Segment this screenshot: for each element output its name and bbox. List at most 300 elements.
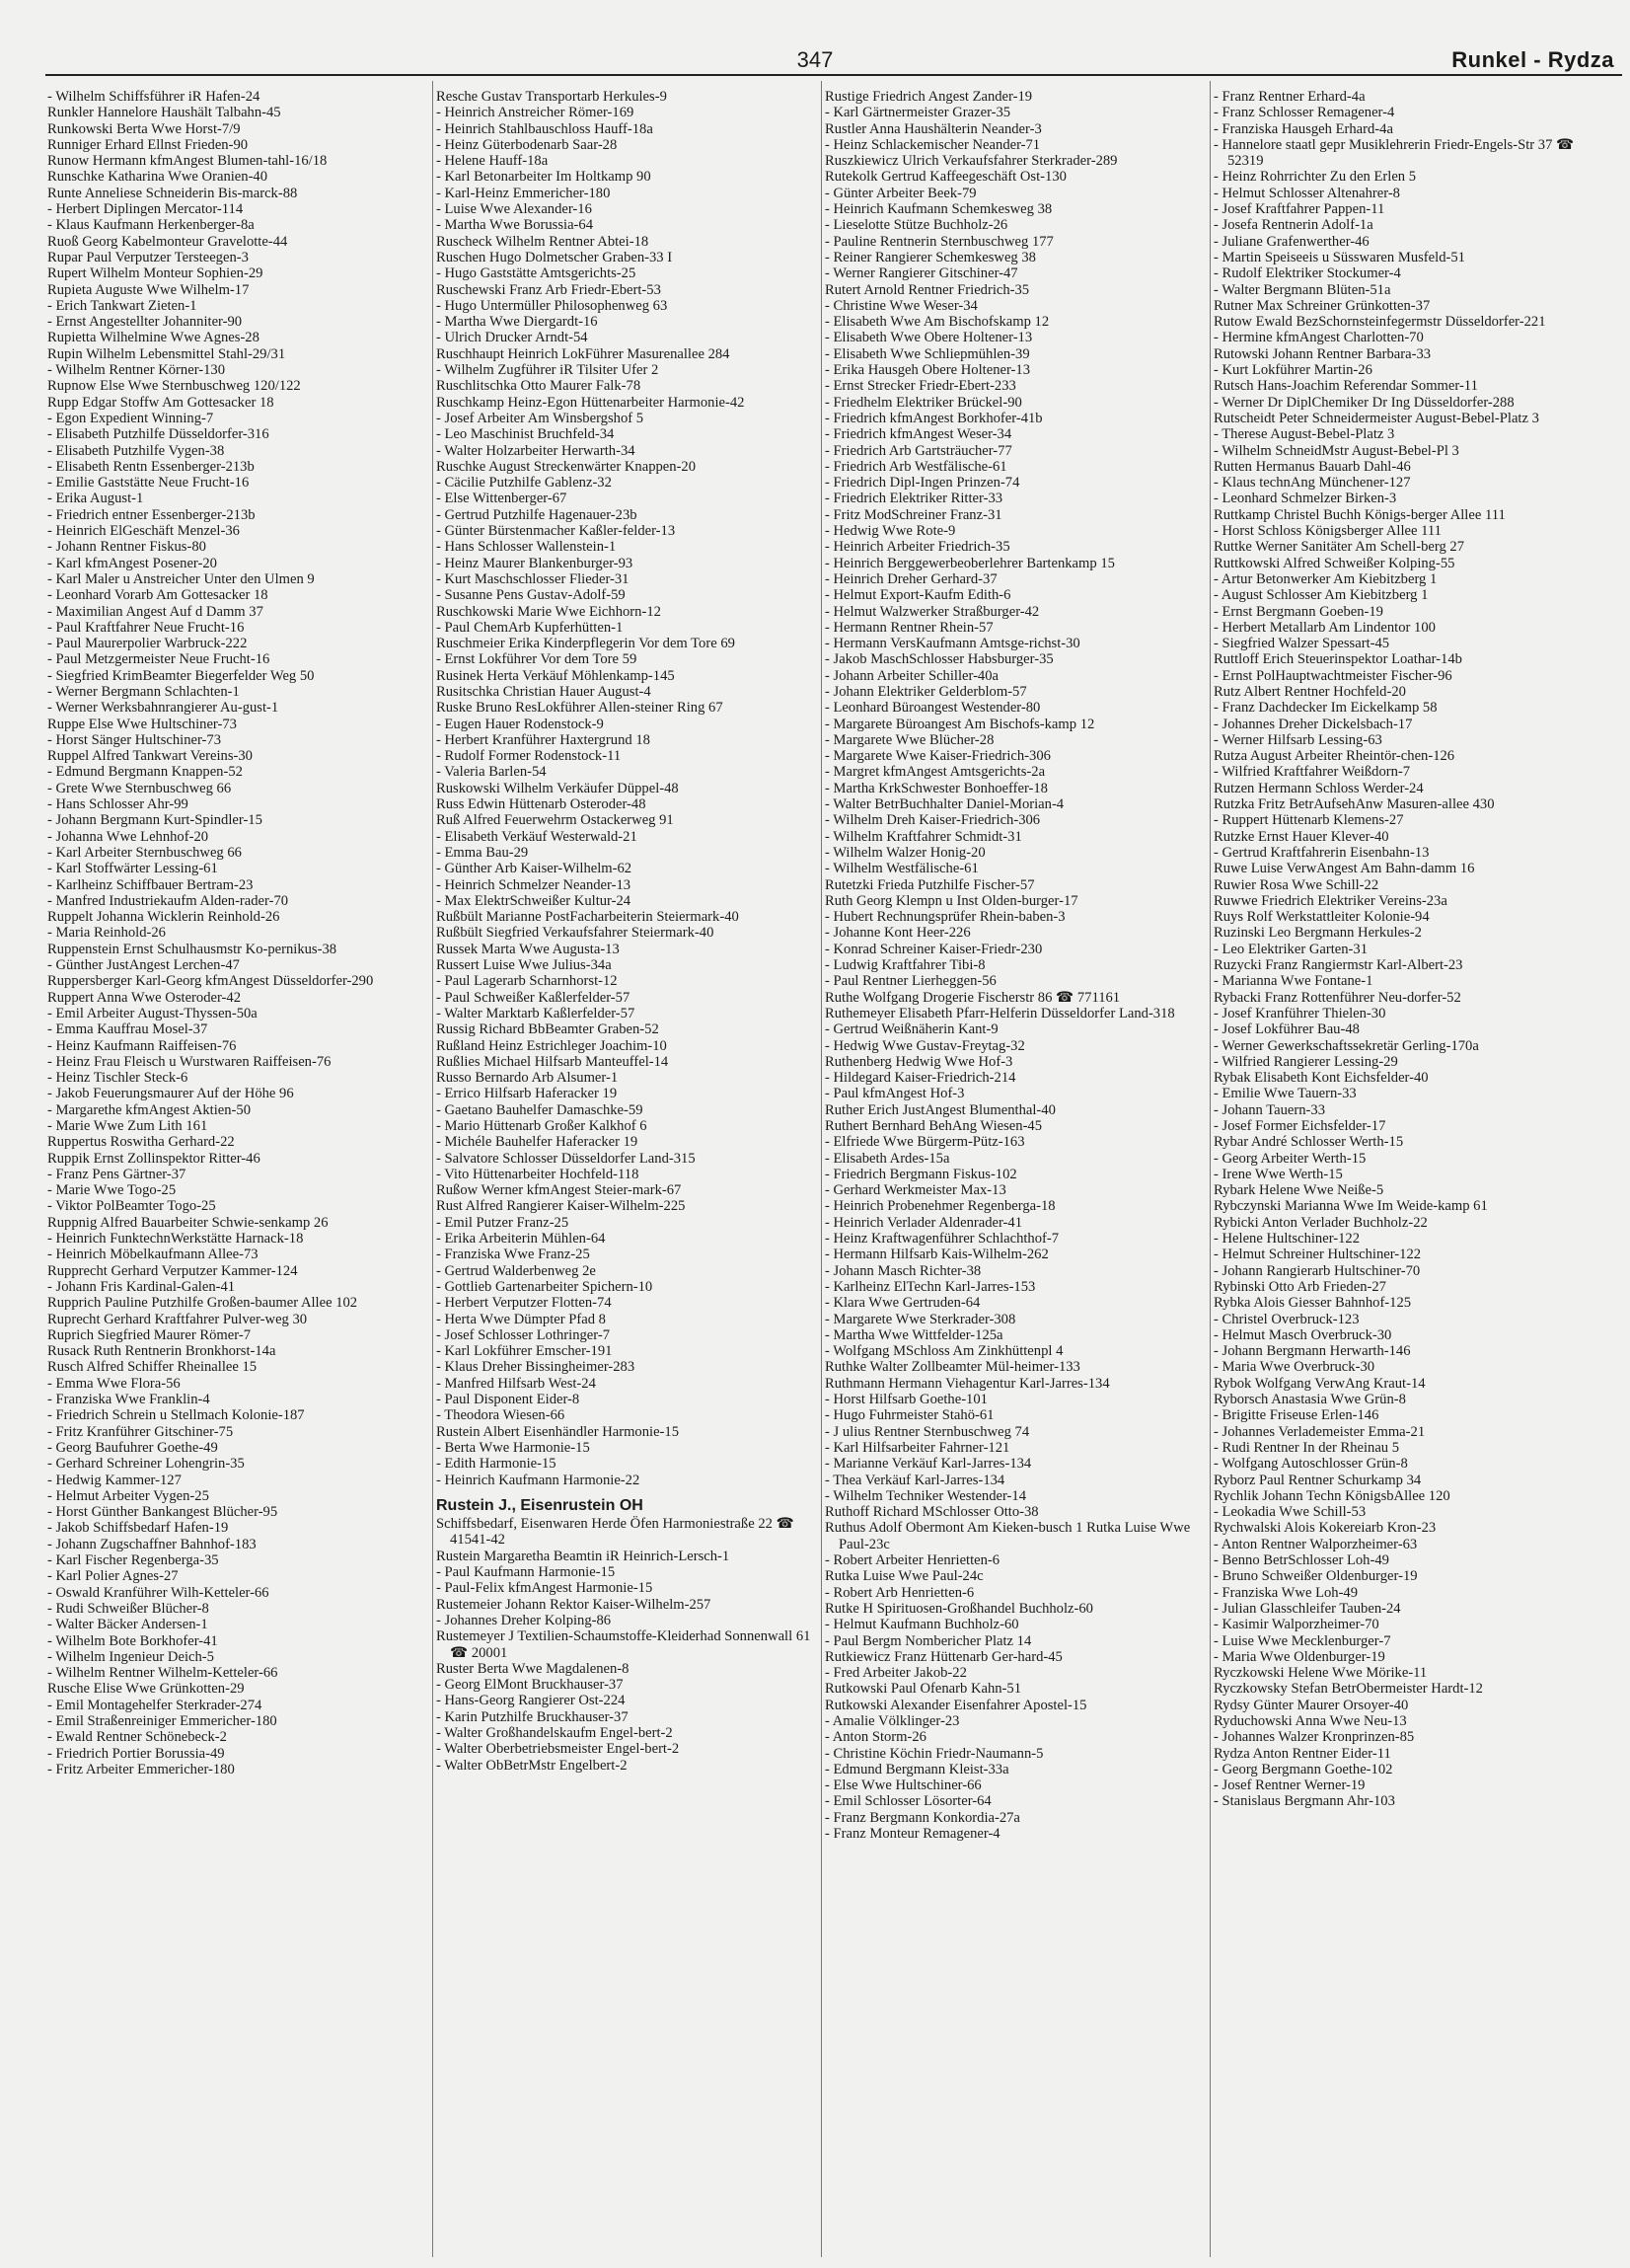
directory-entry: - Juliane Grafenwerther-46 (1214, 233, 1370, 250)
directory-entry: - Günther JustAngest Lerchen-47 (47, 957, 240, 974)
directory-entry: - Fred Arbeiter Jakob-22 (825, 1665, 967, 1682)
directory-entry: - Friedrich Portier Borussia-49 (47, 1745, 225, 1762)
directory-entry: Ruskowski Wilhelm Verkäufer Düppel-48 (436, 780, 679, 796)
directory-entry: - Christel Overbruck-123 (1214, 1311, 1360, 1327)
directory-entry: Ruoß Georg Kabelmonteur Gravelotte-44 (47, 233, 288, 250)
directory-entry: - Gerhard Schreiner Lohengrin-35 (47, 1456, 245, 1473)
directory-entry: - Josefa Rentnerin Adolf-1a (1214, 217, 1373, 234)
directory-entry: - Wilhelm Schiffsführer iR Hafen-24 (47, 89, 260, 105)
directory-entry: - Erich Tankwart Zieten-1 (47, 297, 197, 314)
directory-entry: - Karlheinz Schiffbauer Bertram-23 (47, 876, 254, 893)
directory-entry: - Gerhard Werkmeister Max-13 (825, 1182, 1006, 1199)
directory-entry: Rybka Alois Giesser Bahnhof-125 (1214, 1295, 1412, 1312)
directory-entry: - Elisabeth Rentn Essenberger-213b (47, 458, 255, 475)
directory-entry: - Elisabeth Wwe Obere Holtener-13 (825, 330, 1033, 346)
directory-entry: Rydza Anton Rentner Eider-11 (1214, 1745, 1391, 1762)
directory-entry: - Theodora Wiesen-66 (436, 1407, 565, 1424)
directory-entry: - Emil Montagehelfer Sterkrader-274 (47, 1697, 262, 1713)
directory-entry: - Karl Polier Agnes-27 (47, 1568, 179, 1585)
directory-column-4 (1214, 89, 1594, 1810)
directory-entry: - Friedrich Elektriker Ritter-33 (825, 491, 1003, 507)
directory-entry: Rupprich Pauline Putzhilfe Großen-baumer Allee 102 (47, 1295, 358, 1312)
directory-entry: - Erika Arbeiterin Mühlen-64 (436, 1231, 606, 1247)
directory-entry: - Leo Elektriker Garten-31 (1214, 941, 1368, 957)
directory-entry: - Emma Bau-29 (436, 844, 529, 861)
directory-entry: - Elisabeth Wwe Schliepmühlen-39 (825, 345, 1030, 362)
directory-entry: Rupieta Auguste Wwe Wilhelm-17 (47, 281, 250, 298)
directory-entry: - Helene Hultschiner-122 (1214, 1231, 1361, 1247)
directory-entry: - Elfriede Wwe Bürgerm-Pütz-163 (825, 1134, 1025, 1151)
directory-entry: - Horst Günther Bankangest Blücher-95 (47, 1504, 278, 1521)
directory-entry: - Julian Glasschleifer Tauben-24 (1214, 1600, 1401, 1617)
directory-entry: - Helmut Schreiner Hultschiner-122 (1214, 1247, 1422, 1263)
directory-entry: Rupin Wilhelm Lebensmittel Stahl-29/31 (47, 345, 286, 362)
directory-entry: Rustein J., Eisenrustein OH (436, 1496, 643, 1514)
directory-entry: - Johann Rentner Fiskus-80 (47, 539, 206, 556)
directory-entry: - Johann Masch Richter-38 (825, 1262, 982, 1279)
directory-entry: - Maria Wwe Oldenburger-19 (1214, 1648, 1385, 1665)
directory-entry: Ruzycki Franz Rangiermstr Karl-Albert-23 (1214, 957, 1463, 974)
directory-entry: Ruthenberg Hedwig Wwe Hof-3 (825, 1053, 1013, 1070)
directory-entry: - Günther Arb Kaiser-Wilhelm-62 (436, 861, 632, 877)
directory-entry: - Werner Gewerkschaftssekretär Gerling-170a (1214, 1037, 1479, 1054)
directory-entry: - Ludwig Kraftfahrer Tibi-8 (825, 957, 986, 974)
directory-entry: - Johann Fris Kardinal-Galen-41 (47, 1278, 236, 1295)
directory-entry: - Helmut Schlosser Altenahrer-8 (1214, 185, 1400, 201)
directory-entry: - Klaus technAng Münchener-127 (1214, 475, 1411, 491)
directory-entry: - Hans Schlosser Wallenstein-1 (436, 539, 617, 556)
directory-entry: - Irene Wwe Werth-15 (1214, 1166, 1343, 1182)
directory-entry: Rutekolk Gertrud Kaffeegeschäft Ost-130 (825, 169, 1067, 186)
directory-entry: - Georg Arbeiter Werth-15 (1214, 1150, 1367, 1167)
directory-entry: - Hermann VersKaufmann Amtsge-richst-30 (825, 636, 1080, 652)
directory-entry: - Paul ChemArb Kupferhütten-1 (436, 619, 624, 636)
directory-entry: - Valeria Barlen-54 (436, 764, 547, 781)
directory-entry: - Josef Lokführer Bau-48 (1214, 1021, 1360, 1038)
directory-entry: - Johann Rangierarb Hultschiner-70 (1214, 1262, 1421, 1279)
directory-entry: - Margarete Wwe Sterkrader-308 (825, 1311, 1016, 1327)
directory-entry: - Wilhelm SchneidMstr August-Bebel-Pl 3 (1214, 442, 1459, 459)
directory-entry: Ruske Bruno ResLokführer Allen-steiner Ring 67 (436, 700, 723, 717)
directory-entry: - Grete Wwe Sternbuschweg 66 (47, 780, 232, 796)
directory-entry: Rusinek Herta Verkäuf Möhlenkamp-145 (436, 667, 675, 684)
directory-entry: Ruppnig Alfred Bauarbeiter Schwie-senkamp 26 (47, 1214, 329, 1231)
directory-entry: Ruthoff Richard MSchlosser Otto-38 (825, 1504, 1039, 1521)
directory-entry: - Helmut Export-Kaufm Edith-6 (825, 587, 1011, 604)
page-number: 347 (796, 47, 834, 72)
directory-entry: - Emma Kauffrau Mosel-37 (47, 1021, 208, 1038)
directory-entry: - Friedhelm Elektriker Brückel-90 (825, 394, 1022, 411)
directory-entry: Rybicki Anton Verlader Buchholz-22 (1214, 1214, 1428, 1231)
directory-entry: - Franziska Wwe Franklin-4 (47, 1392, 210, 1408)
directory-entry: - Gaetano Bauhelfer Damaschke-59 (436, 1101, 643, 1118)
directory-entry: Rutow Ewald BezSchornsteinfegermstr Düsseldorfer-221 (1214, 314, 1546, 331)
directory-entry: Ruschhaupt Heinrich LokFührer Masurenallee 284 (436, 345, 730, 362)
directory-entry: - Herta Wwe Dümpter Pfad 8 (436, 1311, 606, 1327)
directory-entry: Rust Alfred Rangierer Kaiser-Wilhelm-225 (436, 1198, 686, 1215)
directory-entry: - Friedrich Arb Westfälische-61 (825, 458, 1007, 475)
directory-entry: - Berta Wwe Harmonie-15 (436, 1439, 590, 1456)
directory-entry: - Josef Former Eichsfelder-17 (1214, 1118, 1386, 1134)
directory-entry: - Errico Hilfsarb Haferacker 19 (436, 1086, 618, 1102)
directory-entry: - Klaus Kaufmann Herkenberger-8a (47, 217, 255, 234)
directory-entry: - Wilhelm Rentner Körner-130 (47, 362, 226, 379)
directory-entry: Ruschkamp Heinz-Egon Hüttenarbeiter Harmonie-42 (436, 394, 745, 411)
directory-entry: Rutten Hermanus Bauarb Dahl-46 (1214, 458, 1411, 475)
directory-entry: Ruster Berta Wwe Magdalenen-8 (436, 1660, 630, 1677)
directory-entry: - Pauline Rentnerin Sternbuschweg 177 (825, 233, 1054, 250)
directory-entry: - Oswald Kranführer Wilh-Ketteler-66 (47, 1584, 269, 1601)
directory-entry: - Fritz ModSchreiner Franz-31 (825, 506, 1002, 523)
directory-entry: - Edmund Bergmann Knappen-52 (47, 764, 243, 781)
directory-entry: - Ruppert Hüttenarb Klemens-27 (1214, 812, 1404, 829)
directory-entry: Rutscheidt Peter Schneidermeister August-Bebel-Platz 3 (1214, 410, 1539, 426)
directory-entry: - Werner Werksbahnrangierer Au-gust-1 (47, 700, 279, 717)
directory-entry: Rupietta Wilhelmine Wwe Agnes-28 (47, 330, 259, 346)
directory-entry: Runkler Hannelore Haushält Talbahn-45 (47, 105, 281, 121)
directory-entry: - Ernst Bergmann Goeben-19 (1214, 603, 1383, 620)
directory-entry: - Emil Straßenreiniger Emmericher-180 (47, 1712, 277, 1729)
directory-entry: Ruwe Luise VerwAngest Am Bahn-damm 16 (1214, 861, 1475, 877)
directory-entry: - Walter Großhandelskaufm Engel-bert-2 (436, 1724, 673, 1741)
directory-entry: - Viktor PolBeamter Togo-25 (47, 1198, 216, 1215)
directory-entry: Russig Richard BbBeamter Graben-52 (436, 1021, 659, 1038)
directory-entry: - Heinrich Anstreicher Römer-169 (436, 105, 634, 121)
directory-entry: - Johann Bergmann Herwarth-146 (1214, 1343, 1411, 1360)
directory-entry: Rußbült Siegfried Verkaufsfahrer Steiermark-40 (436, 925, 714, 942)
directory-entry: - Wilhelm Westfälische-61 (825, 861, 979, 877)
directory-entry: - Hedwig Wwe Gustav-Freytag-32 (825, 1037, 1025, 1054)
directory-entry: - Gertrud Putzhilfe Hagenauer-23b (436, 506, 637, 523)
directory-entry: - Hubert Rechnungsprüfer Rhein-baben-3 (825, 909, 1066, 926)
directory-entry: - Fritz Arbeiter Emmericher-180 (47, 1761, 235, 1777)
directory-entry: - Franz Bergmann Konkordia-27a (825, 1809, 1020, 1826)
directory-entry: Rupert Wilhelm Monteur Sophien-29 (47, 265, 263, 282)
directory-entry: Rußlies Michael Hilfsarb Manteuffel-14 (436, 1053, 669, 1070)
directory-entry: Ryczkowsky Stefan BetrObermeister Hardt-12 (1214, 1681, 1483, 1698)
directory-entry: Rybacki Franz Rottenführer Neu-dorfer-52 (1214, 989, 1461, 1006)
directory-entry: - Walter Marktarb Kaßlerfelder-57 (436, 1005, 635, 1021)
directory-entry: - Hugo Fuhrmeister Stahö-61 (825, 1407, 995, 1424)
directory-entry: Rutzke Ernst Hauer Klever-40 (1214, 828, 1389, 845)
directory-entry: Runschke Katharina Wwe Oranien-40 (47, 169, 268, 186)
directory-entry: - Paul Maurerpolier Warbruck-222 (47, 636, 248, 652)
directory-entry: - Karl Maler u Anstreicher Unter den Ulmen 9 (47, 570, 315, 587)
directory-entry: - Heinz Frau Fleisch u Wurstwaren Raiffeisen-76 (47, 1053, 332, 1070)
directory-entry: Ruth Georg Klempn u Inst Olden-burger-17 (825, 892, 1078, 909)
directory-entry: Runte Anneliese Schneiderin Bis-marck-88 (47, 185, 298, 201)
directory-entry: - Jakob MaschSchlosser Habsburger-35 (825, 651, 1054, 668)
directory-entry: - Helmut Arbeiter Vygen-25 (47, 1487, 209, 1504)
directory-entry: - Gottlieb Gartenarbeiter Spichern-10 (436, 1278, 653, 1295)
directory-entry: - Paul-Felix kfmAngest Harmonie-15 (436, 1580, 653, 1597)
directory-entry: - Ernst Angestellter Johanniter-90 (47, 314, 243, 331)
directory-entry: Runow Hermann kfmAngest Blumen-tahl-16/18 (47, 153, 328, 170)
directory-entry: - Margret kfmAngest Amtsgerichts-2a (825, 764, 1046, 781)
directory-entry: - Heinz Maurer Blankenburger-93 (436, 555, 633, 571)
directory-entry: Rutetzki Frieda Putzhilfe Fischer-57 (825, 876, 1035, 893)
directory-entry: - Marie Wwe Togo-25 (47, 1182, 177, 1199)
directory-entry: - Anton Storm-26 (825, 1729, 926, 1746)
directory-entry: - Friedrich kfmAngest Borkhofer-41b (825, 410, 1043, 426)
directory-entry: - Josef Rentner Werner-19 (1214, 1777, 1366, 1794)
directory-entry: - Marie Wwe Zum Lith 161 (47, 1118, 208, 1134)
directory-entry: - Georg Baufuhrer Goethe-49 (47, 1439, 218, 1456)
directory-entry: Rutert Arnold Rentner Friedrich-35 (825, 281, 1030, 298)
directory-entry: - Georg Bergmann Goethe-102 (1214, 1761, 1393, 1777)
directory-entry: - Heinrich Kaufmann Schemkesweg 38 (825, 201, 1053, 218)
directory-entry: - Franz Pens Gärtner-37 (47, 1166, 186, 1182)
directory-entry: - Martha Wwe Wittfelder-125a (825, 1326, 1003, 1343)
directory-entry: - Heinrich Berggewerbeoberlehrer Bartenkamp 15 (825, 555, 1115, 571)
directory-entry: - Paul kfmAngest Hof-3 (825, 1086, 965, 1102)
directory-entry: - Paul Kaufmann Harmonie-15 (436, 1564, 616, 1581)
directory-entry: - Heinrich FunktechnWerkstätte Harnack-18 (47, 1231, 304, 1247)
directory-entry: Rupp Edgar Stoffw Am Gottesacker 18 (47, 394, 274, 411)
directory-entry: - Heinrich ElGeschäft Menzel-36 (47, 523, 240, 540)
directory-entry: - Manfred Hilfsarb West-24 (436, 1375, 596, 1392)
directory-entry: - Lieselotte Stütze Buchholz-26 (825, 217, 1008, 234)
directory-entry: - Wolfgang Autoschlosser Grün-8 (1214, 1456, 1408, 1473)
directory-entry: - Elisabeth Putzhilfe Düsseldorfer-316 (47, 426, 269, 443)
directory-entry: Ruppertus Roswitha Gerhard-22 (47, 1134, 235, 1151)
directory-entry: - Ewald Rentner Schönebeck-2 (47, 1729, 227, 1746)
directory-entry: Ruppersberger Karl-Georg kfmAngest Düsseldorfer-290 (47, 973, 374, 990)
directory-entry: Rusch Alfred Schiffer Rheinallee 15 (47, 1359, 258, 1376)
directory-entry: - Edmund Bergmann Kleist-33a (825, 1761, 1009, 1777)
directory-entry: Rustein Margaretha Beamtin iR Heinrich-Lersch-1 (436, 1548, 730, 1564)
directory-entry: - Wilhelm Kraftfahrer Schmidt-31 (825, 828, 1022, 845)
directory-entry: - Johannes Walzer Kronprinzen-85 (1214, 1729, 1415, 1746)
directory-entry: Ruttkamp Christel Buchh Königs-berger Allee 111 (1214, 506, 1506, 523)
directory-entry: Rutkowski Paul Ofenarb Kahn-51 (825, 1681, 1022, 1698)
directory-entry: - Maria Reinhold-26 (47, 925, 166, 942)
directory-entry: - Hermann Hilfsarb Kais-Wilhelm-262 (825, 1247, 1049, 1263)
directory-entry: - Karin Putzhilfe Bruckhauser-37 (436, 1708, 629, 1725)
directory-entry: - Brigitte Friseuse Erlen-146 (1214, 1407, 1379, 1424)
directory-entry: - Max ElektrSchweißer Kultur-24 (436, 892, 631, 909)
directory-entry: - Heinz Tischler Steck-6 (47, 1070, 188, 1087)
directory-entry: - Karl Lokführer Emscher-191 (436, 1343, 613, 1360)
directory-entry: - Franz Rentner Erhard-4a (1214, 89, 1366, 105)
directory-entry: - Margarete Wwe Kaiser-Friedrich-306 (825, 748, 1051, 765)
directory-entry: Rychlik Johann Techn KönigsbAllee 120 (1214, 1487, 1450, 1504)
directory-entry: - Cäcilie Putzhilfe Gablenz-32 (436, 475, 612, 491)
directory-entry: - Robert Arb Henrietten-6 (825, 1584, 975, 1601)
directory-entry: Ruttke Werner Sanitäter Am Schell-berg 27 (1214, 539, 1465, 556)
directory-entry: - Wilhelm Bote Borkhofer-41 (47, 1632, 218, 1649)
directory-entry: Ruschmeier Erika Kinderpflegerin Vor dem Tore 69 (436, 636, 735, 652)
directory-entry: Rutza August Arbeiter Rheintör-chen-126 (1214, 748, 1455, 765)
directory-entry: - Hedwig Wwe Rote-9 (825, 523, 956, 540)
directory-entry: - Gertrud Weißnäherin Kant-9 (825, 1021, 999, 1038)
directory-entry: - Emma Wwe Flora-56 (47, 1375, 181, 1392)
directory-entry: Ruwwe Friedrich Elektriker Vereins-23a (1214, 892, 1447, 909)
directory-entry: - Kasimir Walporzheimer-70 (1214, 1617, 1379, 1633)
directory-entry: - Jakob Feuerungsmaurer Auf der Höhe 96 (47, 1086, 294, 1102)
directory-entry: - Johann Elektriker Gelderblom-57 (825, 683, 1027, 700)
directory-entry: - Martin Speiseeis u Süsswaren Musfeld-51 (1214, 249, 1465, 265)
column-divider (1210, 81, 1211, 2257)
directory-column-2 (436, 89, 817, 1774)
directory-entry: - Karl Arbeiter Sternbuschweg 66 (47, 844, 242, 861)
directory-entry: - Wilhelm Zugführer iR Tilsiter Ufer 2 (436, 362, 659, 379)
directory-entry: Ruzinski Leo Bergmann Herkules-2 (1214, 925, 1422, 942)
directory-entry: - Else Wittenberger-67 (436, 491, 567, 507)
directory-entry: Rybok Wolfgang VerwAng Kraut-14 (1214, 1375, 1426, 1392)
directory-entry: Ryduchowski Anna Wwe Neu-13 (1214, 1712, 1407, 1729)
directory-entry: - Walter Oberbetriebsmeister Engel-bert-2 (436, 1741, 680, 1758)
directory-entry: - Margarete Büroangest Am Bischofs-kamp 12 (825, 716, 1095, 732)
directory-entry: Rustemeyer J Textilien-Schaumstoffe-Kleiderhad Sonnenwall 61 ☎ 20001 (436, 1628, 811, 1661)
directory-entry: - Bruno Schweißer Oldenburger-19 (1214, 1568, 1418, 1585)
directory-entry: - Paul Rentner Lierheggen-56 (825, 973, 997, 990)
directory-entry: - Marianne Verkäuf Karl-Jarres-134 (825, 1456, 1032, 1473)
directory-entry: Resche Gustav Transportarb Herkules-9 (436, 89, 667, 105)
directory-entry: Ruschen Hugo Dolmetscher Graben-33 I (436, 249, 673, 265)
directory-entry: - Siegfried KrimBeamter Biegerfelder Weg 50 (47, 667, 315, 684)
directory-entry: Ruprich Siegfried Maurer Römer-7 (47, 1326, 251, 1343)
directory-entry: - Karlheinz ElTechn Karl-Jarres-153 (825, 1278, 1036, 1295)
header-rule (45, 74, 1622, 76)
directory-entry: - Emilie Wwe Tauern-33 (1214, 1086, 1357, 1102)
directory-entry: - Wilhelm Techniker Westender-14 (825, 1487, 1027, 1504)
directory-entry: - Else Wwe Hultschiner-66 (825, 1777, 982, 1794)
directory-entry: - Johanna Wwe Lehnhof-20 (47, 828, 209, 845)
directory-entry: Rybak Elisabeth Kont Eichsfelder-40 (1214, 1070, 1429, 1087)
directory-entry: Ruprecht Gerhard Kraftfahrer Pulver-weg 30 (47, 1311, 308, 1327)
directory-entry: Ruthmann Hermann Viehagentur Karl-Jarres-134 (825, 1375, 1110, 1392)
directory-entry: - Margarethe kfmAngest Aktien-50 (47, 1101, 252, 1118)
page-header-range: Runkel - Rydza (1451, 47, 1614, 72)
directory-entry: - Susanne Pens Gustav-Adolf-59 (436, 587, 626, 604)
directory-entry: Ryborz Paul Rentner Schurkamp 34 (1214, 1472, 1422, 1488)
directory-entry: - Johann Arbeiter Schiller-40a (825, 667, 999, 684)
directory-entry: - Siegfried Walzer Spessart-45 (1214, 636, 1390, 652)
directory-entry: - Rudolf Elektriker Stockumer-4 (1214, 265, 1401, 282)
directory-entry: Rutke H Spirituosen-Großhandel Buchholz-60 (825, 1600, 1093, 1617)
directory-entry: - Emil Schlosser Lösorter-64 (825, 1793, 992, 1810)
directory-entry: - Paul Schweißer Kaßlerfelder-57 (436, 989, 630, 1006)
directory-entry: - Josef Arbeiter Am Winsbergshof 5 (436, 410, 644, 426)
directory-entry: Rupnow Else Wwe Sternbuschweg 120/122 (47, 378, 301, 395)
directory-entry: Rutzen Hermann Schloss Werder-24 (1214, 780, 1424, 796)
directory-entry: Ruppe Else Wwe Hultschiner-73 (47, 716, 237, 732)
directory-entry: - Marianna Wwe Fontane-1 (1214, 973, 1373, 990)
directory-entry: - Heinrich Möbelkaufmann Allee-73 (47, 1247, 259, 1263)
directory-entry: - Hans Schlosser Ahr-99 (47, 796, 188, 813)
directory-entry: - Horst Hilfsarb Goethe-101 (825, 1392, 988, 1408)
directory-entry: - Elisabeth Ardes-15a (825, 1150, 950, 1167)
directory-entry: - Emil Putzer Franz-25 (436, 1214, 569, 1231)
directory-entry: - Werner Rangierer Gitschiner-47 (825, 265, 1018, 282)
directory-entry: Ruthke Walter Zollbeamter Mül-heimer-133 (825, 1359, 1080, 1376)
directory-entry: - Herbert Verputzer Flotten-74 (436, 1295, 612, 1312)
directory-entry: - Werner Dr DiplChemiker Dr Ing Düsseldorfer-288 (1214, 394, 1515, 411)
directory-entry: - J ulius Rentner Sternbuschweg 74 (825, 1423, 1030, 1440)
directory-entry: - Elisabeth Wwe Am Bischofskamp 12 (825, 314, 1050, 331)
directory-entry: Rusche Elise Wwe Grünkotten-29 (47, 1681, 245, 1698)
directory-entry: - Hannelore staatl gepr Musiklehrerin Friedr-Engels-Str 37 ☎ 52319 (1214, 136, 1575, 170)
directory-entry: - Johann Tauern-33 (1214, 1101, 1325, 1118)
directory-entry: - Fritz Kranführer Gitschiner-75 (47, 1423, 234, 1440)
directory-entry: - Heinz Rohrrichter Zu den Erlen 5 (1214, 169, 1417, 186)
directory-entry: Ruppel Alfred Tankwart Vereins-30 (47, 748, 253, 765)
directory-entry: - Heinz Kraftwagenführer Schlachthof-7 (825, 1231, 1060, 1247)
directory-entry: - Ernst Lokführer Vor dem Tore 59 (436, 651, 637, 668)
directory-entry: Ruther Erich JustAngest Blumenthal-40 (825, 1101, 1056, 1118)
directory-entry: - Leonhard Büroangest Westender-80 (825, 700, 1041, 717)
directory-entry: - Leonhard Schmelzer Birken-3 (1214, 491, 1397, 507)
directory-entry: - Anton Rentner Walporzheimer-63 (1214, 1536, 1418, 1552)
directory-entry: Rybinski Otto Arb Frieden-27 (1214, 1278, 1386, 1295)
directory-entry: - Friedrich Dipl-Ingen Prinzen-74 (825, 475, 1020, 491)
directory-entry: - Artur Betonwerker Am Kiebitzberg 1 (1214, 570, 1438, 587)
directory-entry: - Heinrich Stahlbauschloss Hauff-18a (436, 120, 653, 137)
directory-entry: Ruthemeyer Elisabeth Pfarr-Helferin Düsseldorfer Land-318 (825, 1005, 1175, 1021)
directory-entry: - Mario Hüttenarb Großer Kalkhof 6 (436, 1118, 647, 1134)
directory-entry: - Hermann Rentner Rhein-57 (825, 619, 994, 636)
directory-entry: - Hugo Gaststätte Amtsgerichts-25 (436, 265, 636, 282)
directory-entry: Ruthert Bernhard BehAng Wiesen-45 (825, 1118, 1043, 1134)
directory-entry: - Christine Wwe Weser-34 (825, 297, 978, 314)
directory-entry: - Reiner Rangierer Schemkesweg 38 (825, 249, 1036, 265)
directory-entry: - Werner Bergmann Schlachten-1 (47, 683, 240, 700)
directory-entry: - Ulrich Drucker Arndt-54 (436, 330, 588, 346)
directory-entry: - Paul Bergm Nombericher Platz 14 (825, 1632, 1032, 1649)
directory-entry: - Paul Lagerarb Scharnhorst-12 (436, 973, 618, 990)
directory-entry: - Herbert Kranführer Haxtergrund 18 (436, 731, 650, 748)
directory-entry: Rußbült Marianne PostFacharbeiterin Steiermark-40 (436, 909, 739, 926)
directory-entry: Rybark Helene Wwe Neiße-5 (1214, 1182, 1384, 1199)
directory-entry: Rustein Albert Eisenhändler Harmonie-15 (436, 1423, 680, 1440)
directory-entry: Rutowski Johann Rentner Barbara-33 (1214, 345, 1432, 362)
directory-entry: - Benno BetrSchlosser Loh-49 (1214, 1552, 1389, 1569)
directory-entry: - Johanne Kont Heer-226 (825, 925, 971, 942)
directory-entry: - Wolfgang MSchloss Am Zinkhüttenpl 4 (825, 1343, 1064, 1360)
column-divider (432, 81, 433, 2257)
directory-entry: - Jakob Schiffsbedarf Hafen-19 (47, 1520, 229, 1537)
directory-entry: - Maximilian Angest Auf d Damm 37 (47, 603, 263, 620)
directory-entry: - Hildegard Kaiser-Friedrich-214 (825, 1070, 1016, 1087)
directory-entry: - Karl Gärtnermeister Grazer-35 (825, 105, 1011, 121)
directory-entry: Rupprecht Gerhard Verputzer Kammer-124 (47, 1262, 298, 1279)
directory-entry: Ruttkowski Alfred Schweißer Kolping-55 (1214, 555, 1455, 571)
directory-entry: - Egon Expedient Winning-7 (47, 410, 214, 426)
directory-entry: Ruppik Ernst Zollinspektor Ritter-46 (47, 1150, 260, 1167)
directory-entry: - Karl Betonarbeiter Im Holtkamp 90 (436, 169, 651, 186)
column-divider (821, 81, 822, 2257)
directory-entry: - Johann Bergmann Kurt-Spindler-15 (47, 812, 262, 829)
directory-entry: Schiffsbedarf, Eisenwaren Herde Öfen Harmoniestraße 22 ☎ 41541-42 (436, 1516, 794, 1549)
directory-entry: - Klara Wwe Gertruden-64 (825, 1295, 981, 1312)
directory-entry: Runniger Erhard Ellnst Frieden-90 (47, 136, 249, 153)
directory-entry: - Karl-Heinz Emmericher-180 (436, 185, 611, 201)
directory-entry: - Helmut Walzwerker Straßburger-42 (825, 603, 1040, 620)
directory-entry: - Helene Hauff-18a (436, 153, 549, 170)
directory-entry: - Salvatore Schlosser Düsseldorfer Land-315 (436, 1150, 696, 1167)
directory-column-1 (47, 89, 428, 1777)
directory-entry: - Eugen Hauer Rodenstock-9 (436, 716, 604, 732)
directory-entry: Runkowski Berta Wwe Horst-7/9 (47, 120, 241, 137)
directory-entry: - Helmut Kaufmann Buchholz-60 (825, 1617, 1019, 1633)
directory-entry: Rybczynski Marianna Wwe Im Weide-kamp 61 (1214, 1198, 1488, 1215)
directory-entry: - Elisabeth Putzhilfe Vygen-38 (47, 442, 225, 459)
directory-entry: Russek Marta Wwe Augusta-13 (436, 941, 620, 957)
directory-entry: - Amalie Völklinger-23 (825, 1712, 960, 1729)
directory-entry: - Walter ObBetrMstr Engelbert-2 (436, 1757, 628, 1774)
directory-entry: Russ Edwin Hüttenarb Osteroder-48 (436, 796, 646, 813)
